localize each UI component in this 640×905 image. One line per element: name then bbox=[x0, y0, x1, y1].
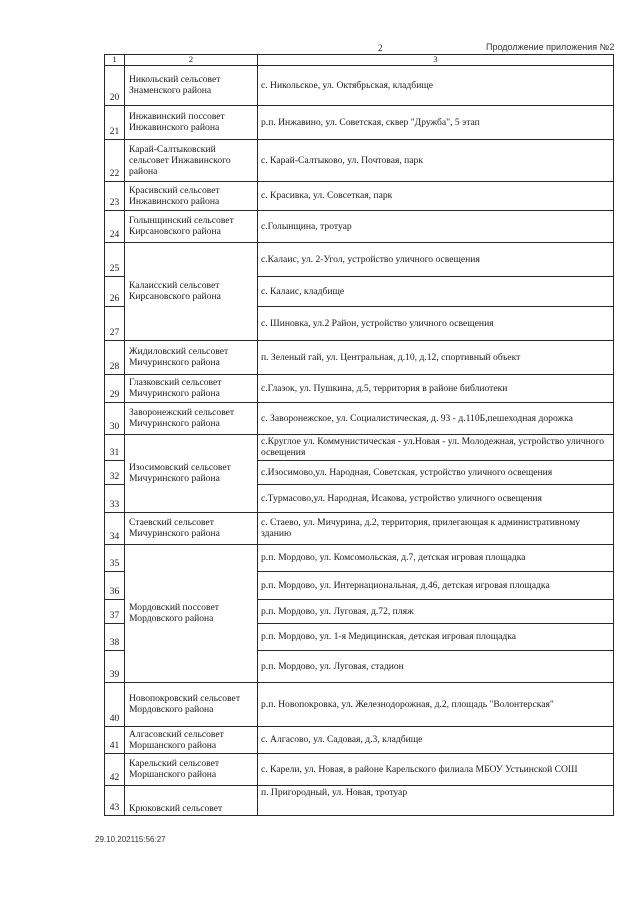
row-number: 40 bbox=[105, 682, 125, 726]
row-number: 31 bbox=[105, 434, 125, 460]
district-cell: Мордовский поссовет Мордовского района bbox=[125, 544, 258, 682]
table-row bbox=[105, 374, 614, 402]
district-cell: Никольский сельсовет Знаменского района bbox=[125, 65, 258, 105]
address-cell: р.п. Мордово, ул. Луговая, стадион bbox=[258, 650, 614, 682]
row-number: 41 bbox=[105, 726, 125, 753]
table-row bbox=[105, 139, 614, 181]
address-cell: с. Никольское, ул. Октябрьская, кладбище bbox=[258, 65, 614, 105]
table-row bbox=[105, 242, 614, 276]
district-cell: Крюковский сельсовет bbox=[125, 785, 258, 815]
row-number: 42 bbox=[105, 753, 125, 785]
district-cell: Голынщинский сельсовет Кирсановского района bbox=[125, 210, 258, 242]
row-number: 39 bbox=[105, 650, 125, 682]
table-row bbox=[105, 785, 614, 815]
table-row bbox=[105, 402, 614, 434]
print-timestamp: 29.10.202115:56:27 bbox=[95, 835, 166, 844]
address-cell: с. Красивка, ул. Совсеткая, парк bbox=[258, 181, 614, 210]
table-row bbox=[105, 682, 614, 726]
address-cell: с. Калаис, кладбище bbox=[258, 276, 614, 306]
address-cell: п. Пригородный, ул. Новая, тротуар bbox=[258, 785, 614, 815]
column-header-2: 2 bbox=[125, 55, 258, 66]
district-cell: Калаисский сельсовет Кирсановского района bbox=[125, 242, 258, 340]
row-number: 20 bbox=[105, 65, 125, 105]
district-cell: Заворонежский сельсовет Мичуринского района bbox=[125, 402, 258, 434]
row-number: 30 bbox=[105, 402, 125, 434]
table-row bbox=[105, 210, 614, 242]
address-cell: р.п. Мордово, ул. 1-я Медицинская, детская игровая площадка bbox=[258, 623, 614, 650]
row-number: 37 bbox=[105, 599, 125, 623]
address-cell: с. Карай-Салтыково, ул. Почтовая, парк bbox=[258, 139, 614, 181]
table-row bbox=[105, 434, 614, 460]
row-number: 35 bbox=[105, 544, 125, 571]
district-cell: Глазковский сельсовет Мичуринского района bbox=[125, 374, 258, 402]
row-number: 27 bbox=[105, 306, 125, 340]
settlements-table bbox=[104, 54, 614, 816]
address-cell: с.Турмасово,ул. Народная, Исакова, устройство уличного освещения bbox=[258, 484, 614, 512]
address-cell: с.Изосимово,ул. Народная, Советская, устройство уличного освещения bbox=[258, 460, 614, 484]
district-cell: Красивский сельсовет Инжавинского района bbox=[125, 181, 258, 210]
district-cell: Стаевский сельсовет Мичуринского района bbox=[125, 512, 258, 544]
row-number: 24 bbox=[105, 210, 125, 242]
address-cell: с.Голынщина, тротуар bbox=[258, 210, 614, 242]
table-header-row bbox=[105, 55, 614, 66]
table-row bbox=[105, 105, 614, 139]
district-cell: Карай-Салтыковский сельсовет Инжавинского района bbox=[125, 139, 258, 181]
row-number: 21 bbox=[105, 105, 125, 139]
row-number: 43 bbox=[105, 785, 125, 815]
address-cell: п. Зеленый гай, ул. Центральная, д.10, д.12, спортивный объект bbox=[258, 340, 614, 374]
address-cell: р.п. Инжавино, ул. Советская, сквер "Дружба", 5 этап bbox=[258, 105, 614, 139]
address-cell: р.п. Новопокровка, ул. Железнодорожная, д.2, площадь "Волонтерская" bbox=[258, 682, 614, 726]
table-row bbox=[105, 544, 614, 571]
row-number: 23 bbox=[105, 181, 125, 210]
row-number: 34 bbox=[105, 512, 125, 544]
district-cell: Алгасовский сельсовет Моршанского района bbox=[125, 726, 258, 753]
row-number: 36 bbox=[105, 571, 125, 599]
row-number: 22 bbox=[105, 139, 125, 181]
district-cell: Карельский сельсовет Моршанского района bbox=[125, 753, 258, 785]
row-number: 29 bbox=[105, 374, 125, 402]
address-cell: р.п. Мордово, ул. Интернациональная, д.46, детская игровая площадка bbox=[258, 571, 614, 599]
row-number: 28 bbox=[105, 340, 125, 374]
row-number: 32 bbox=[105, 460, 125, 484]
table-row bbox=[105, 340, 614, 374]
district-cell: Жидиловский сельсовет Мичуринского района bbox=[125, 340, 258, 374]
district-cell: Изосимовский сельсовет Мичуринского района bbox=[125, 434, 258, 512]
row-number: 25 bbox=[105, 242, 125, 276]
address-cell: с.Круглое ул. Коммунистическая - ул.Новая - ул. Молодежная, устройство уличного освещения bbox=[258, 434, 614, 460]
table-row bbox=[105, 181, 614, 210]
address-cell: с.Калаис, ул. 2-Угол, устройство уличного освещения bbox=[258, 242, 614, 276]
district-cell: Новопокровский сельсовет Мордовского района bbox=[125, 682, 258, 726]
address-cell: с. Шиновка, ул.2 Район, устройство уличного освещения bbox=[258, 306, 614, 340]
row-number: 33 bbox=[105, 484, 125, 512]
column-header-1: 1 bbox=[105, 55, 125, 66]
address-cell: с.Глазок, ул. Пушкина, д.5, территория в районе библиотеки bbox=[258, 374, 614, 402]
address-cell: р.п. Мордово, ул. Луговая, д.72, пляж bbox=[258, 599, 614, 623]
table-row bbox=[105, 726, 614, 753]
address-cell: с. Стаево, ул. Мичурина, д.2, территория, прилегающая к административному зданию bbox=[258, 512, 614, 544]
address-cell: с. Алгасово, ул. Садовая, д.3, кладбище bbox=[258, 726, 614, 753]
address-cell: р.п. Мордово, ул. Комсомольская, д.7, детская игровая площадка bbox=[258, 544, 614, 571]
address-cell: с. Карели, ул. Новая, в районе Карельского филиала МБОУ Устьинской СОШ bbox=[258, 753, 614, 785]
appendix-continuation-label: Продолжение приложения №2 bbox=[486, 42, 615, 52]
table-row bbox=[105, 753, 614, 785]
row-number: 38 bbox=[105, 623, 125, 650]
table-row bbox=[105, 512, 614, 544]
district-cell: Инжавинский поссовет Инжавинского района bbox=[125, 105, 258, 139]
table-row bbox=[105, 65, 614, 105]
row-number: 26 bbox=[105, 276, 125, 306]
column-header-3: 3 bbox=[258, 55, 614, 66]
page-number: 2 bbox=[378, 43, 383, 53]
address-cell: с. Заворонежское, ул. Социалистическая, д. 93 - д.110Б,пешеходная дорожка bbox=[258, 402, 614, 434]
